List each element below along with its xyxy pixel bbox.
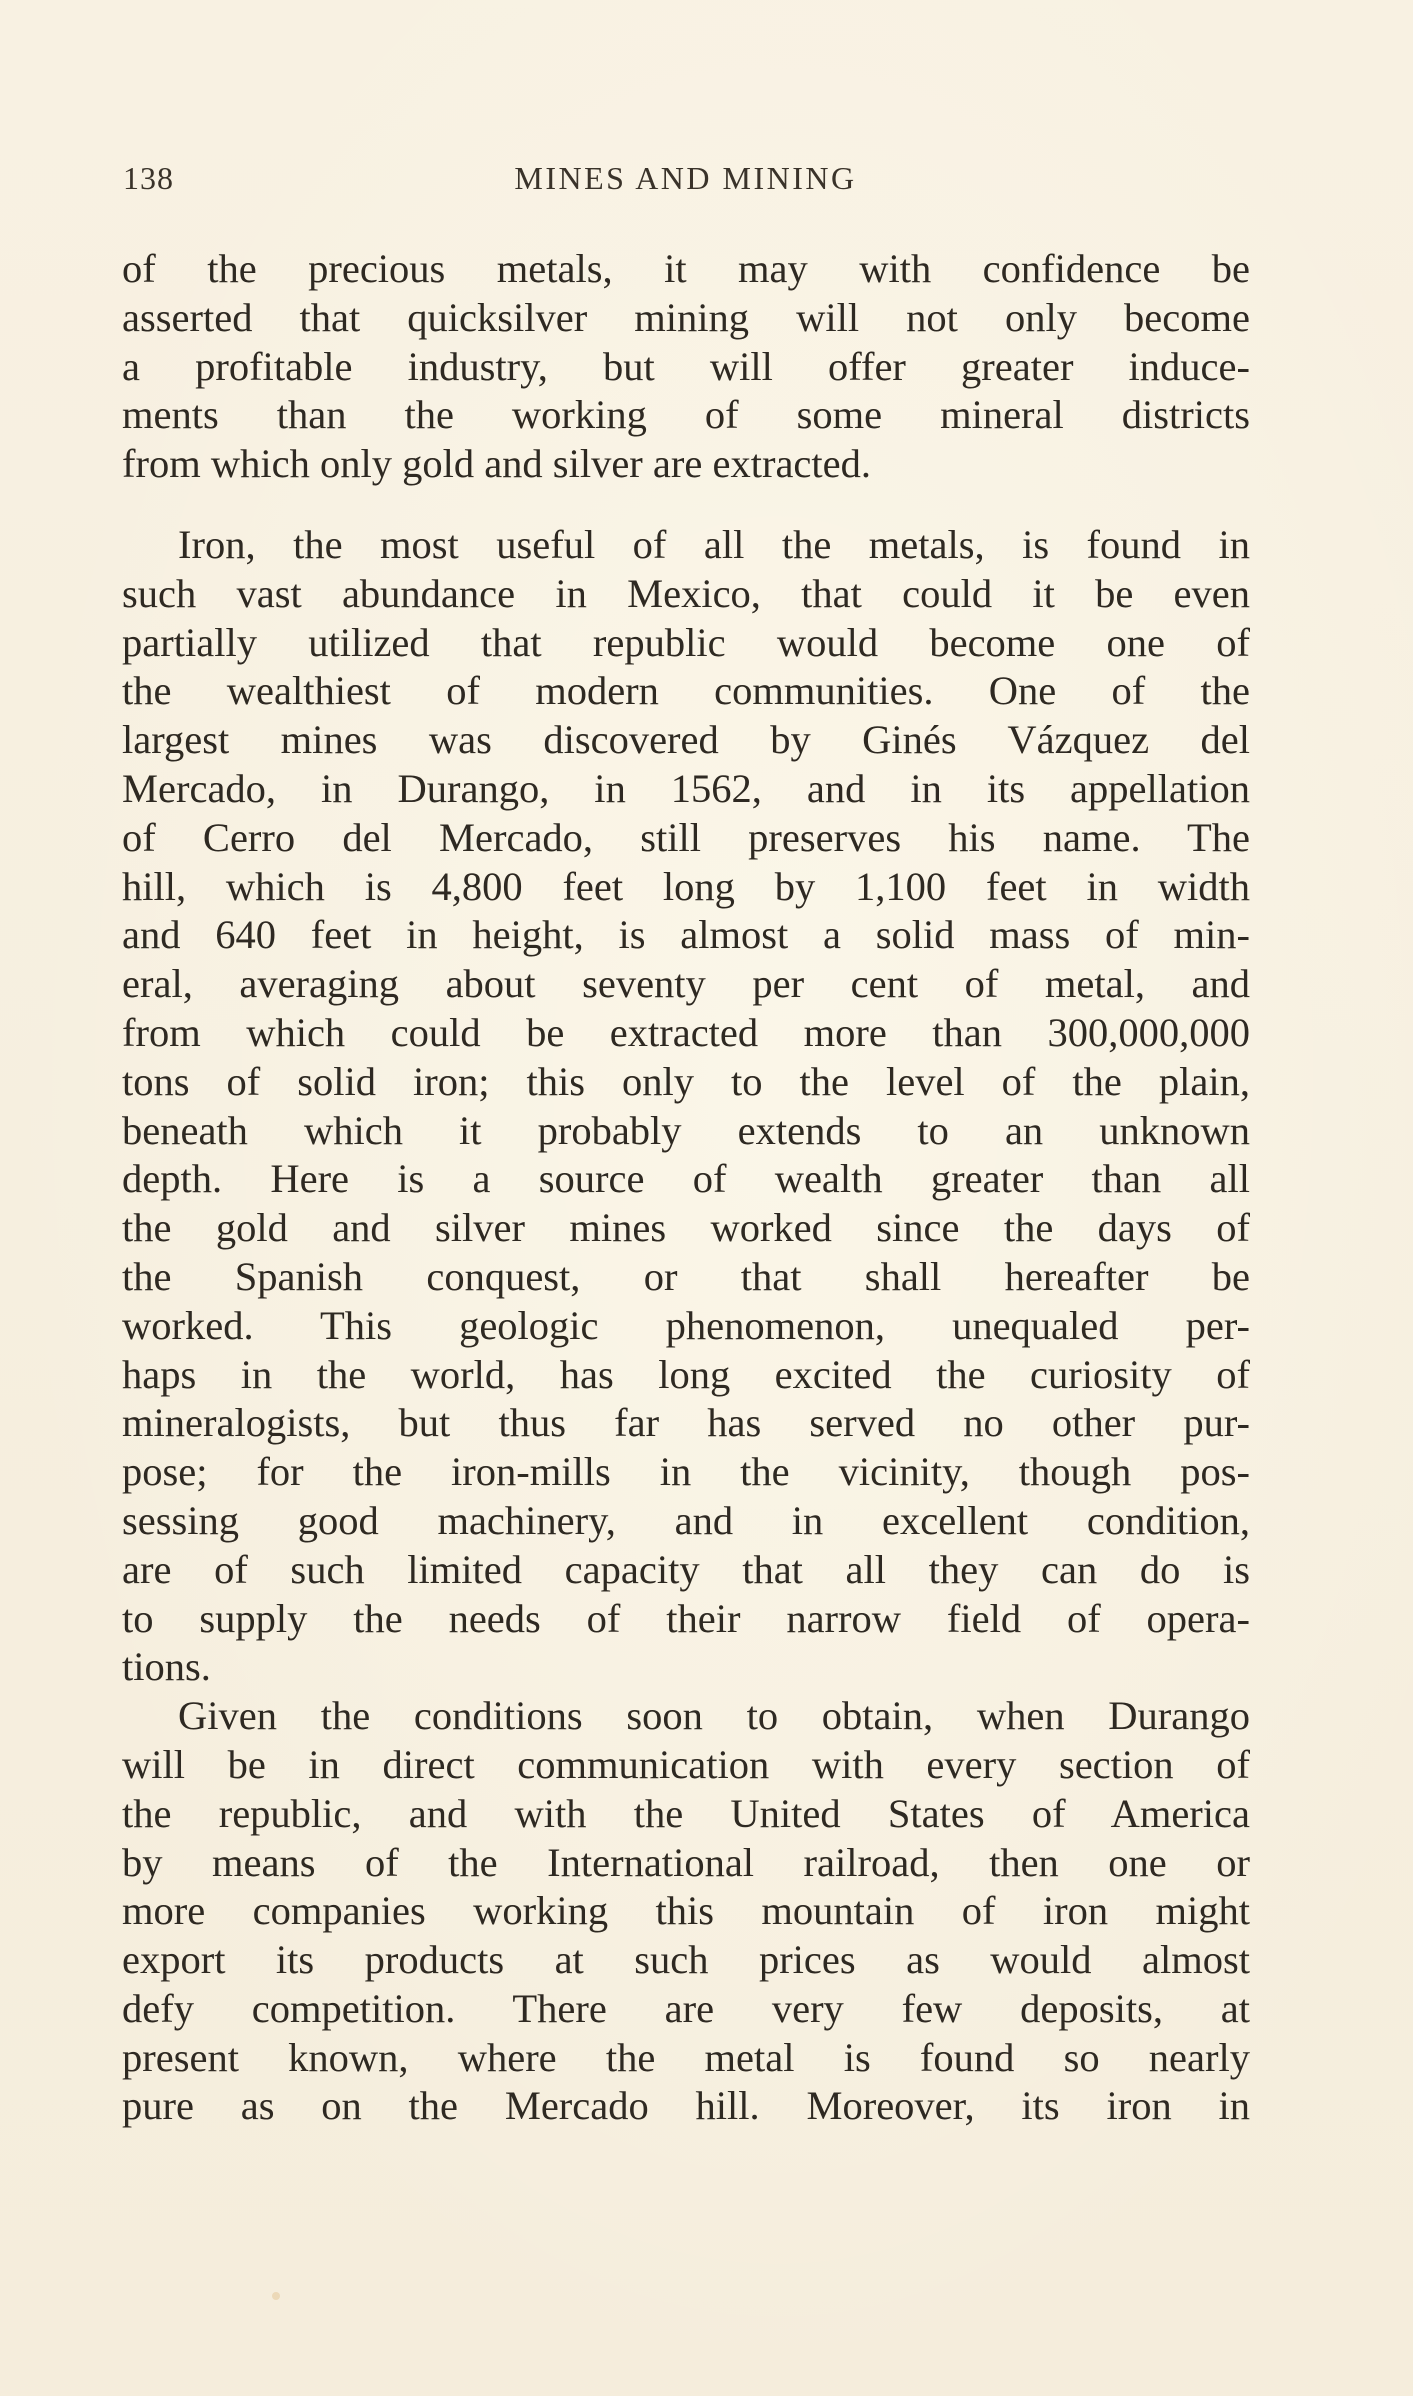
text-line: the Spanish conquest, or that shall hereafter be	[122, 1253, 1250, 1299]
text-line: Mercado, in Durango, in 1562, and in its appellation	[122, 765, 1250, 811]
text-line: the republic, and with the United States of America	[122, 1790, 1250, 1836]
paragraph-3	[122, 1692, 1250, 2131]
body-text	[122, 245, 1250, 2131]
text-line: more companies working this mountain of iron might	[122, 1888, 1250, 1934]
text-line: tions.	[122, 1644, 211, 1690]
running-title: MINES AND MINING	[514, 160, 857, 196]
text-line: of Cerro del Mercado, still preserves his name. The	[122, 814, 1250, 860]
text-line: depth. Here is a source of wealth greater than all	[122, 1156, 1250, 1202]
page-number: 138	[123, 160, 174, 196]
text-line: worked. This geologic phenomenon, unequaled per-	[122, 1302, 1250, 1348]
text-line: Iron, the most useful of all the metals, is found in	[178, 521, 1250, 567]
text-line: Given the conditions soon to obtain, when Durango	[178, 1693, 1250, 1739]
text-line: by means of the International railroad, then one or	[122, 1839, 1250, 1885]
text-line: are of such limited capacity that all they can do is	[122, 1546, 1250, 1592]
paper-blemish	[272, 2292, 280, 2300]
text-line: hill, which is 4,800 feet long by 1,100 feet in width	[122, 863, 1250, 909]
text-line: defy competition. There are very few deposits, at	[122, 1985, 1250, 2031]
text-line: partially utilized that republic would become one of	[122, 619, 1250, 665]
text-line: tons of solid iron; this only to the level of the plain,	[122, 1058, 1250, 1104]
text-line: the gold and silver mines worked since the days of	[122, 1205, 1250, 1251]
text-line: such vast abundance in Mexico, that could it be even	[122, 570, 1250, 616]
text-line: from which only gold and silver are extracted.	[122, 441, 871, 487]
text-line: eral, averaging about seventy per cent of metal, and	[122, 961, 1250, 1007]
text-line: of the precious metals, it may with confidence be	[122, 246, 1250, 291]
text-line: from which could be extracted more than 300,000,000	[122, 1009, 1250, 1055]
text-line: and 640 feet in height, is almost a solid mass of min-	[122, 912, 1250, 958]
text-line: largest mines was discovered by Ginés Vázquez del	[122, 717, 1250, 763]
text-line: pose; for the iron-mills in the vicinity, though pos-	[122, 1449, 1250, 1495]
text-line: haps in the world, has long excited the curiosity of	[122, 1351, 1250, 1397]
text-line: mineralogists, but thus far has served no other pur-	[122, 1400, 1250, 1446]
text-line: pure as on the Mercado hill. Moreover, its iron in	[122, 2083, 1250, 2129]
text-line: beneath which it probably extends to an unknown	[122, 1107, 1250, 1153]
text-line: ments than the working of some mineral districts	[122, 392, 1250, 438]
page-header	[123, 160, 1248, 210]
text-line: a profitable industry, but will offer greater induce-	[122, 343, 1250, 389]
text-line: the wealthiest of modern communities. One of the	[122, 668, 1250, 714]
text-line: sessing good machinery, and in excellent condition,	[122, 1497, 1250, 1543]
text-line: will be in direct communication with every section of	[122, 1741, 1250, 1787]
text-line: export its products at such prices as would almost	[122, 1937, 1250, 1983]
paragraph-1	[122, 245, 1250, 489]
text-line: asserted that quicksilver mining will not only become	[122, 294, 1250, 340]
text-line: to supply the needs of their narrow field of opera-	[122, 1595, 1250, 1641]
text-line: present known, where the metal is found so nearly	[122, 2034, 1250, 2080]
paragraph-2	[122, 521, 1250, 1692]
